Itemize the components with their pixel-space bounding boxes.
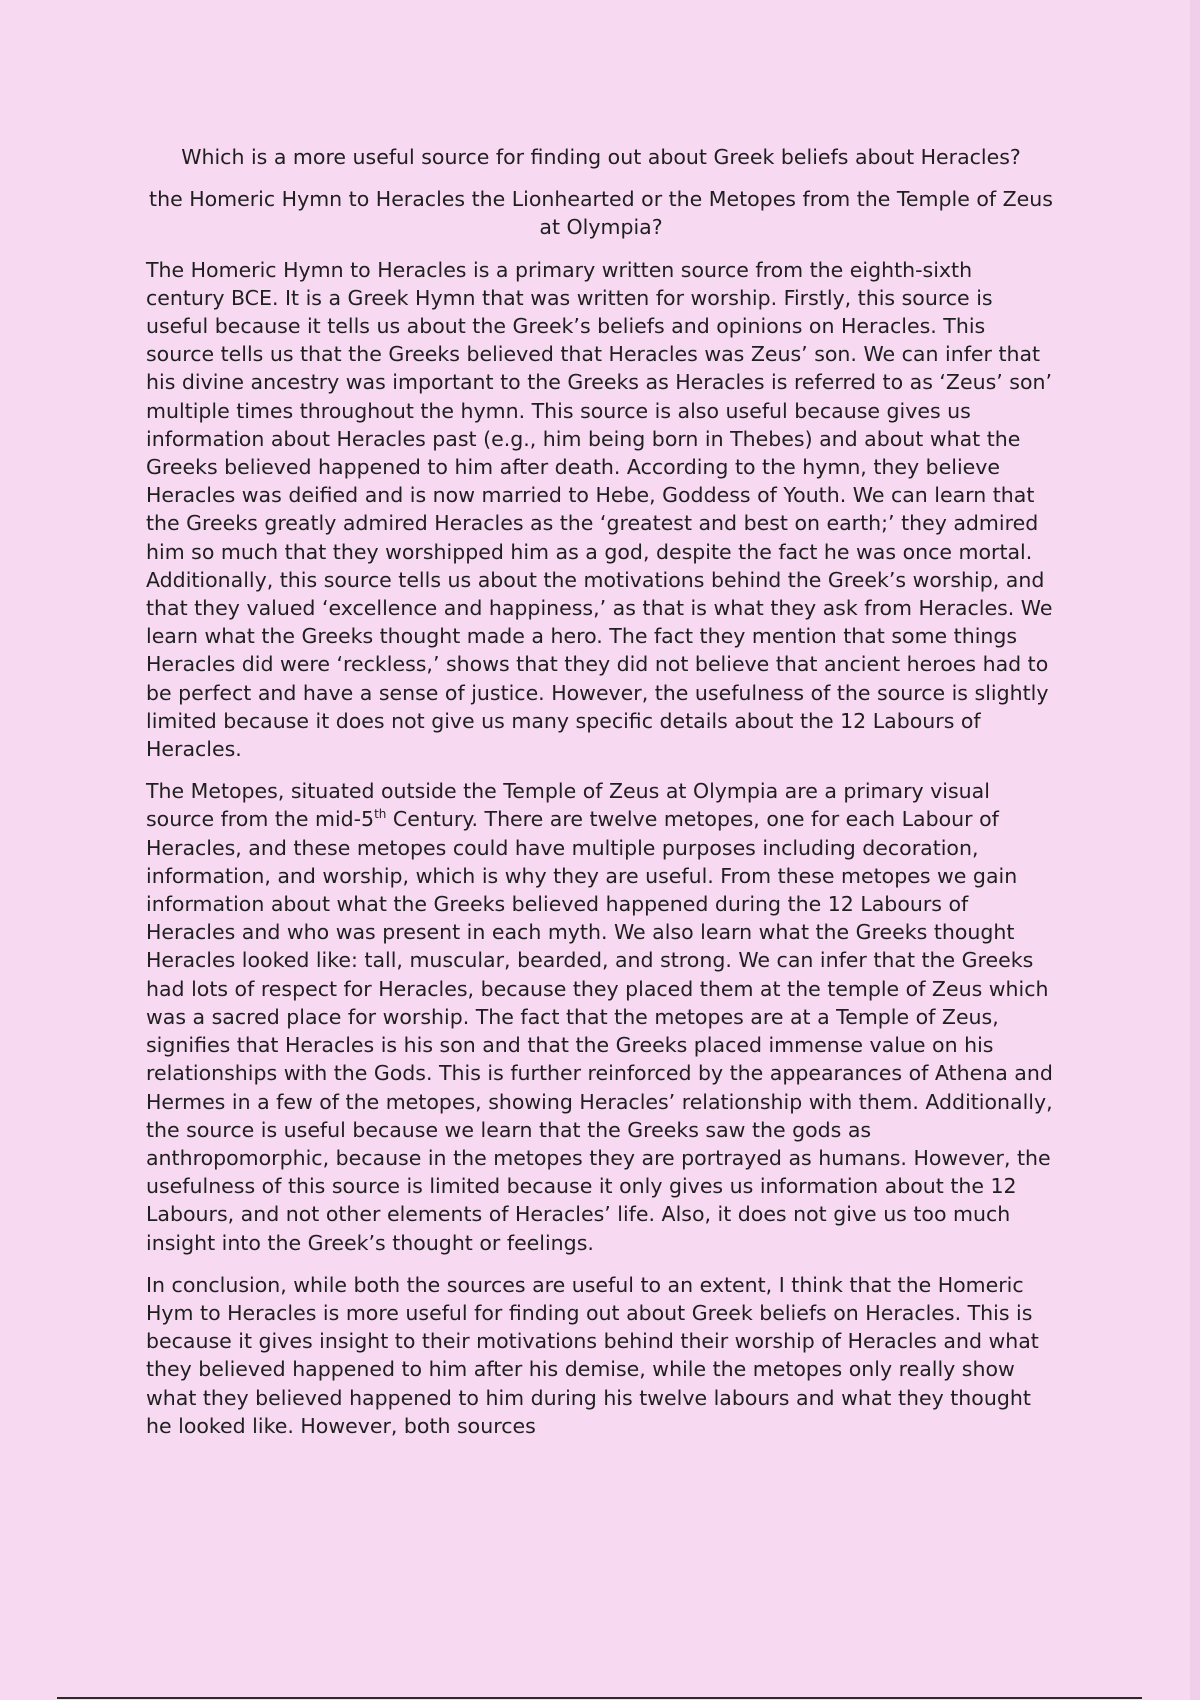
paragraph-metopes-part-2: Century. There are twelve metopes, one for each Labour of Heracles, and these metopes could have multiple purposes including decoration, information, and worship, which is why they are useful. From these metopes we gain information about what the Greeks believed happened during the 12 Labours of Heracles and who was present in each myth. We also learn what the Greeks thought Heracles looked like: tall, muscular, bearded, and strong. We can infer that the Greeks had lots of respect for Heracles, because they placed them at the temple of Zeus which was a sacred place for worship. The fact that the metopes are at a Temple of Zeus, signifies that Heracles is his son and that the Greeks placed immense value on his relationships with the Gods. This is further reinforced by the appearances of Athena and Hermes in a few of the metopes, showing Heracles’ relationship with them. Additionally, the source is useful because we learn that the Greeks saw the gods as anthropomorphic, because in the metopes they are portrayed as humans. However, the usefulness of this source is limited because it only gives us information about the 12 Labours, and not other elements of Heracles’ life. Also, it does not give us too much insight into the Greek’s thought or feelings.: [146, 807, 1053, 1255]
document-body: [146, 143, 1056, 1454]
ordinal-superscript: th: [374, 807, 387, 822]
paragraph-conclusion: In conclusion, while both the sources are useful to an extent, I think that the Homeric Hym to Heracles is more useful for finding out about Greek beliefs on Heracles. This is because it gives insight to their motivations behind their worship of Heracles and what they believed happened to him after his demise, while the metopes only really show what they believed happened to him during his twelve labours and what they thought he looked like. However, both sources: [146, 1272, 1039, 1438]
document-title: Which is a more useful source for finding out about Greek beliefs about Heracles?: [181, 145, 1021, 169]
bottom-rule: [57, 1697, 1142, 1699]
paragraph-metopes: [146, 777, 1056, 1256]
paragraph-hymn: The Homeric Hymn to Heracles is a primary written source from the eighth-sixth century BCE. It is a Greek Hymn that was written for worship. Firstly, this source is useful because it tells us about the Greek’s beliefs and opinions on Heracles. This source tells us that the Greeks believed that Heracles was Zeus’ son. We can infer that his divine ancestry was important to the Greeks as Heracles is referred to as ‘Zeus’ son’ multiple times throughout the hymn. This source is also useful because gives us information about Heracles past (e.g., him being born in Thebes) and about what the Greeks believed happened to him after death. According to the hymn, they believe Heracles was deified and is now married to Hebe, Goddess of Youth. We can learn that the Greeks greatly admired Heracles as the ‘greatest and best on earth;’ they admired him so much that they worshipped him as a god, despite the fact he was once mortal. Additionally, this source tells us about the motivations behind the Greek’s worship, and that they valued ‘excellence and happiness,’ as that is what they ask from Heracles. We learn what the Greeks thought made a hero. The fact they mention that some things Heracles did were ‘reckless,’ shows that they did not believe that ancient heroes had to be perfect and have a sense of justice. However, the usefulness of the source is slightly limited because it does not give us many specific details about the 12 Labours of Heracles.: [146, 257, 1053, 762]
paragraph-metopes-part-1: The Metopes, situated outside the Temple of Zeus at Olympia are a primary visual source from the mid-5: [146, 779, 990, 832]
page-edge: [1190, 0, 1200, 1700]
document-subtitle: the Homeric Hymn to Heracles the Lionhearted or the Metopes from the Temple of Zeus at Olympia?: [149, 187, 1053, 240]
